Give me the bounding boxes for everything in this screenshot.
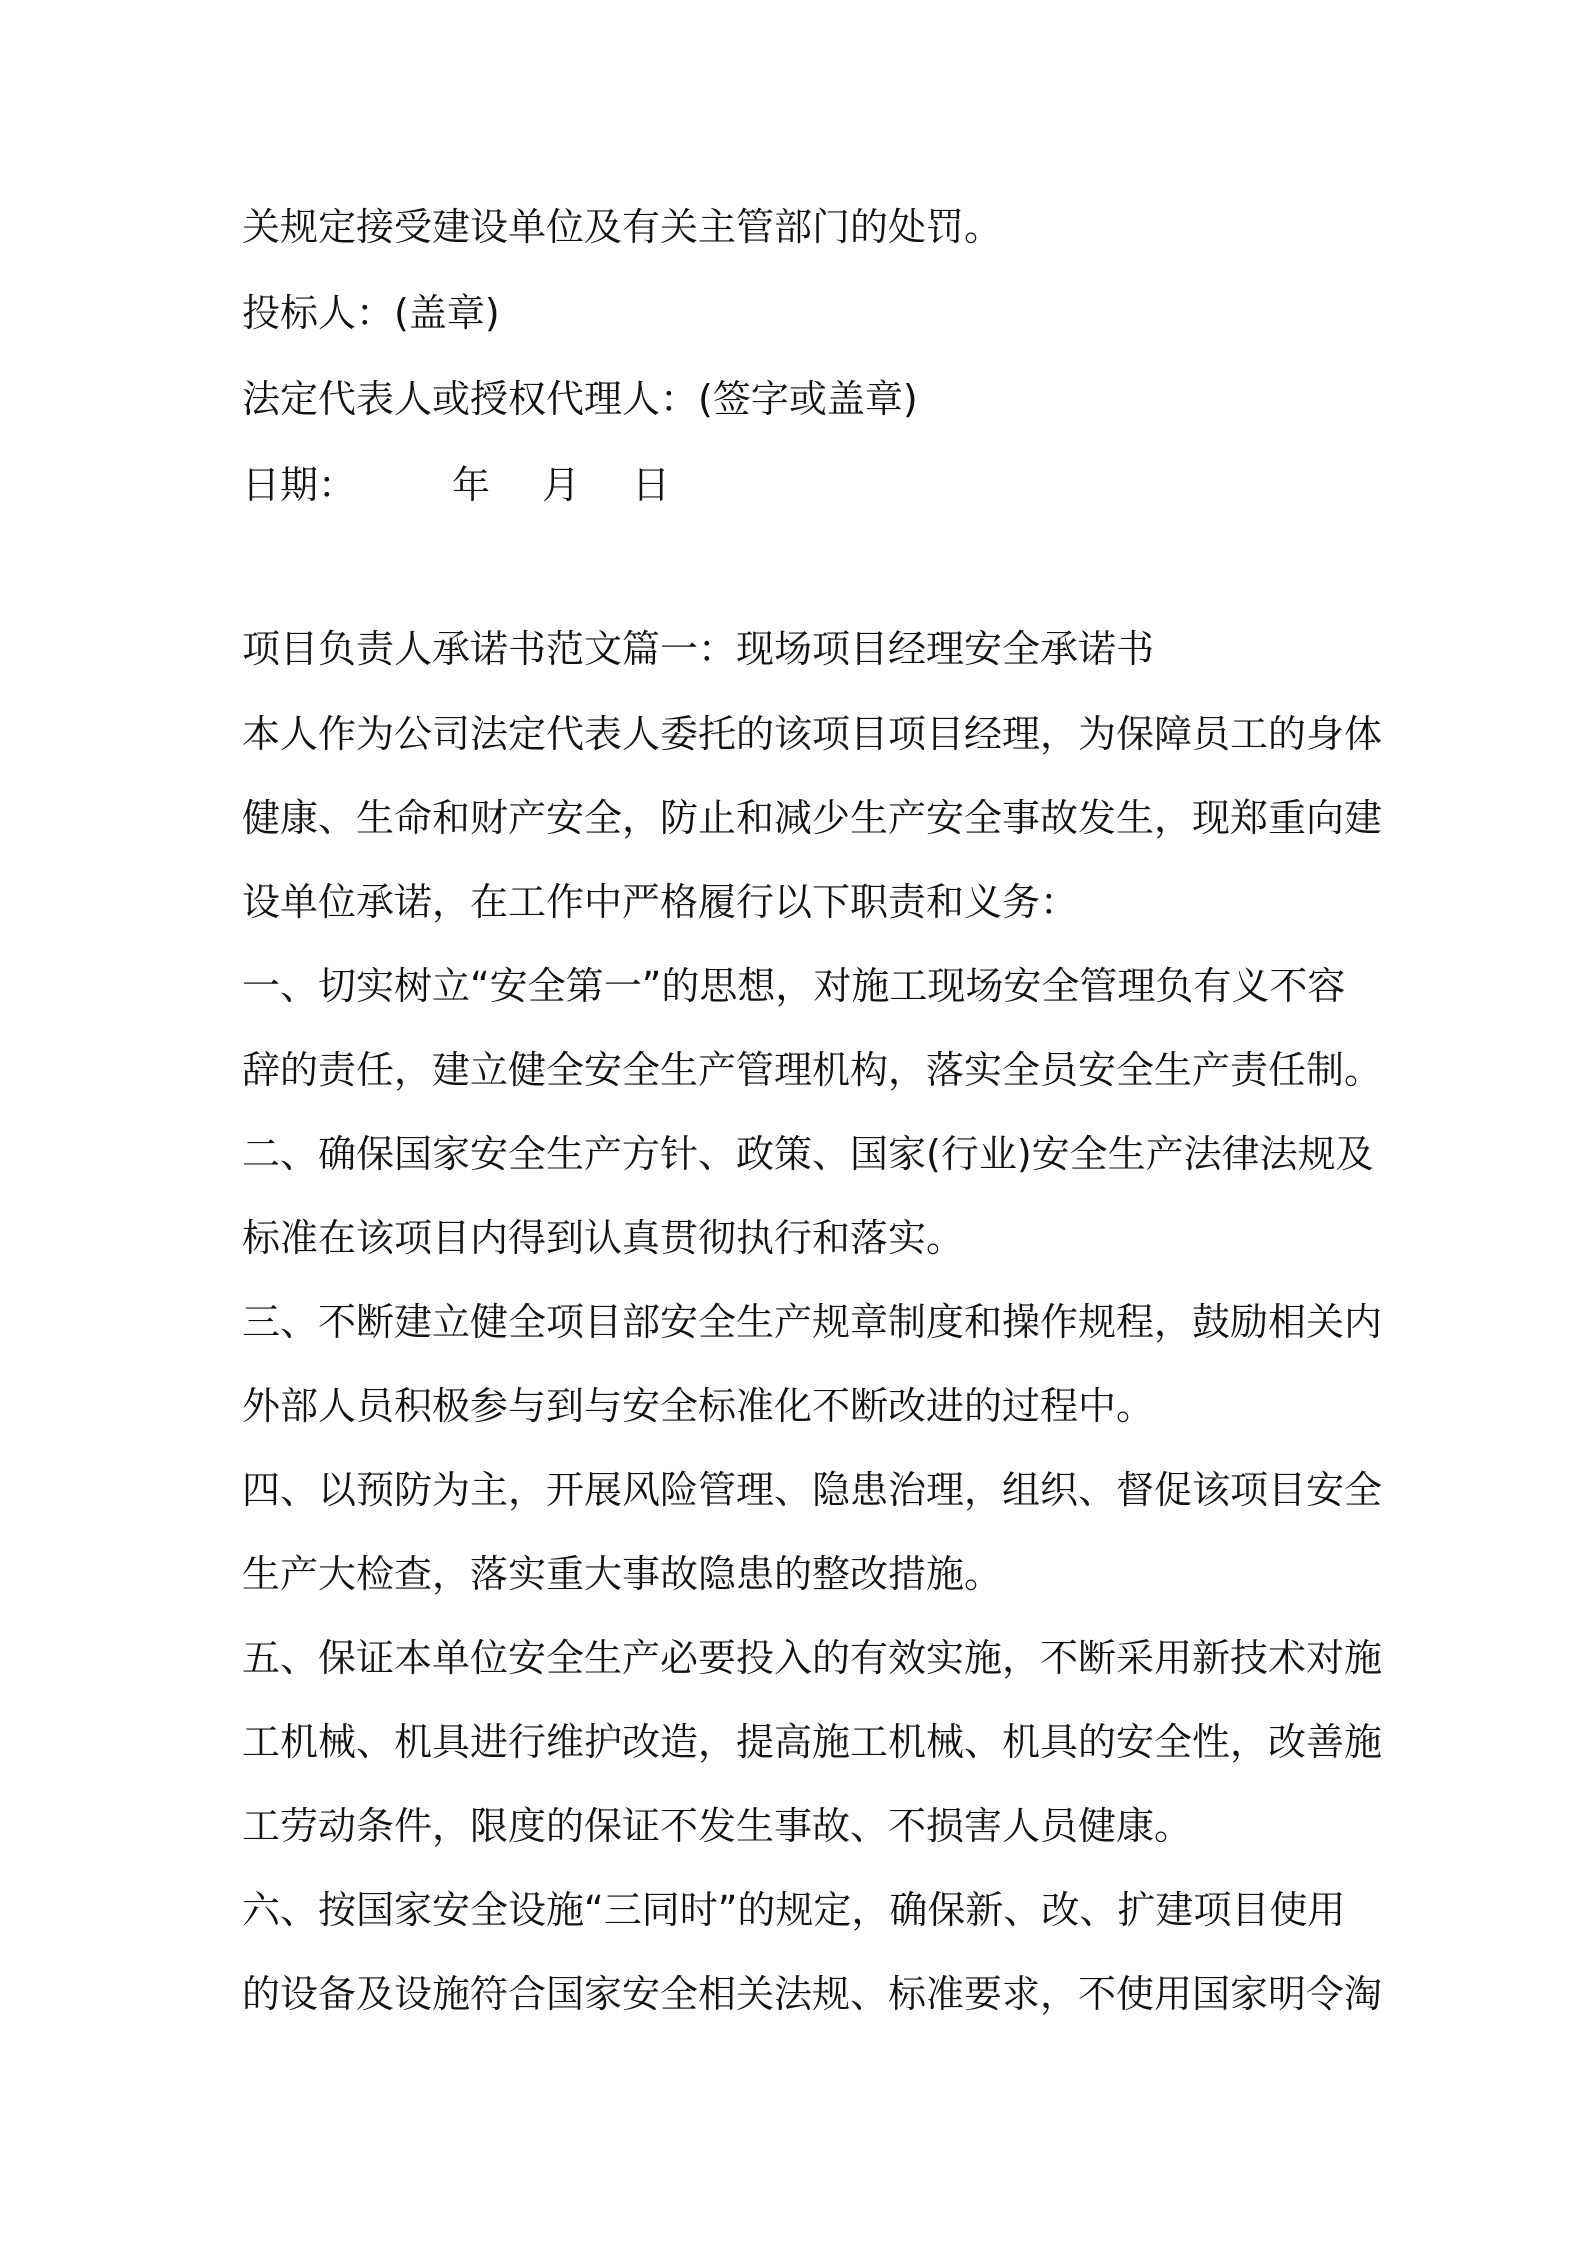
body-line: 设单位承诺，在工作中严格履行以下职责和义务：: [242, 880, 1079, 924]
body-line: 四、以预防为主，开展风险管理、隐患治理，组织、督促该项目安全: [242, 1468, 1383, 1512]
representative-signature-line: 法定代表人或授权代理人：(签字或盖章): [242, 377, 918, 421]
body-line: 健康、生命和财产安全，防止和减少生产安全事故发生，现郑重向建: [242, 796, 1383, 840]
body-line: 五、保证本单位安全生产必要投入的有效实施，不断采用新技术对施: [242, 1636, 1383, 1680]
body-line: 本人作为公司法定代表人委托的该项目项目经理，为保障员工的身体: [242, 712, 1383, 756]
date-line: [242, 460, 670, 510]
body-line: 的设备及设施符合国家安全相关法规、标准要求，不使用国家明令淘: [242, 1972, 1383, 2016]
body-line: 生产大检查，落实重大事故隐患的整改措施。: [242, 1552, 1003, 1596]
body-line: 工机械、机具进行维护改造，提高施工机械、机具的安全性，改善施: [242, 1720, 1383, 1764]
date-label: 日期：: [242, 463, 357, 507]
body-line: 六、按国家安全设施“三同时”的规定，确保新、改、扩建项目使用: [242, 1888, 1346, 1932]
body-line: 三、不断建立健全项目部安全生产规章制度和操作规程，鼓励相关内: [242, 1300, 1383, 1344]
date-year: 年: [452, 463, 491, 507]
body-line: 二、确保国家安全生产方针、政策、国家(行业)安全生产法律法规及: [242, 1132, 1374, 1176]
body-line: 一、切实树立“安全第一”的思想，对施工现场安全管理负有义不容: [242, 964, 1346, 1008]
continuation-line: 关规定接受建设单位及有关主管部门的处罚。: [242, 205, 1003, 249]
date-day: 日: [632, 463, 671, 507]
body-line: 外部人员积极参与到与安全标准化不断改进的过程中。: [242, 1384, 1155, 1428]
date-month: 月: [542, 463, 581, 507]
section-heading: 项目负责人承诺书范文篇一：现场项目经理安全承诺书: [242, 627, 1155, 671]
body-line: 辞的责任，建立健全安全生产管理机构，落实全员安全生产责任制。: [242, 1048, 1383, 1092]
bidder-seal-line: 投标人：(盖章): [242, 291, 500, 335]
body-line: 标准在该项目内得到认真贯彻执行和落实。: [242, 1216, 965, 1260]
body-line: 工劳动条件，限度的保证不发生事故、不损害人员健康。: [242, 1804, 1193, 1848]
